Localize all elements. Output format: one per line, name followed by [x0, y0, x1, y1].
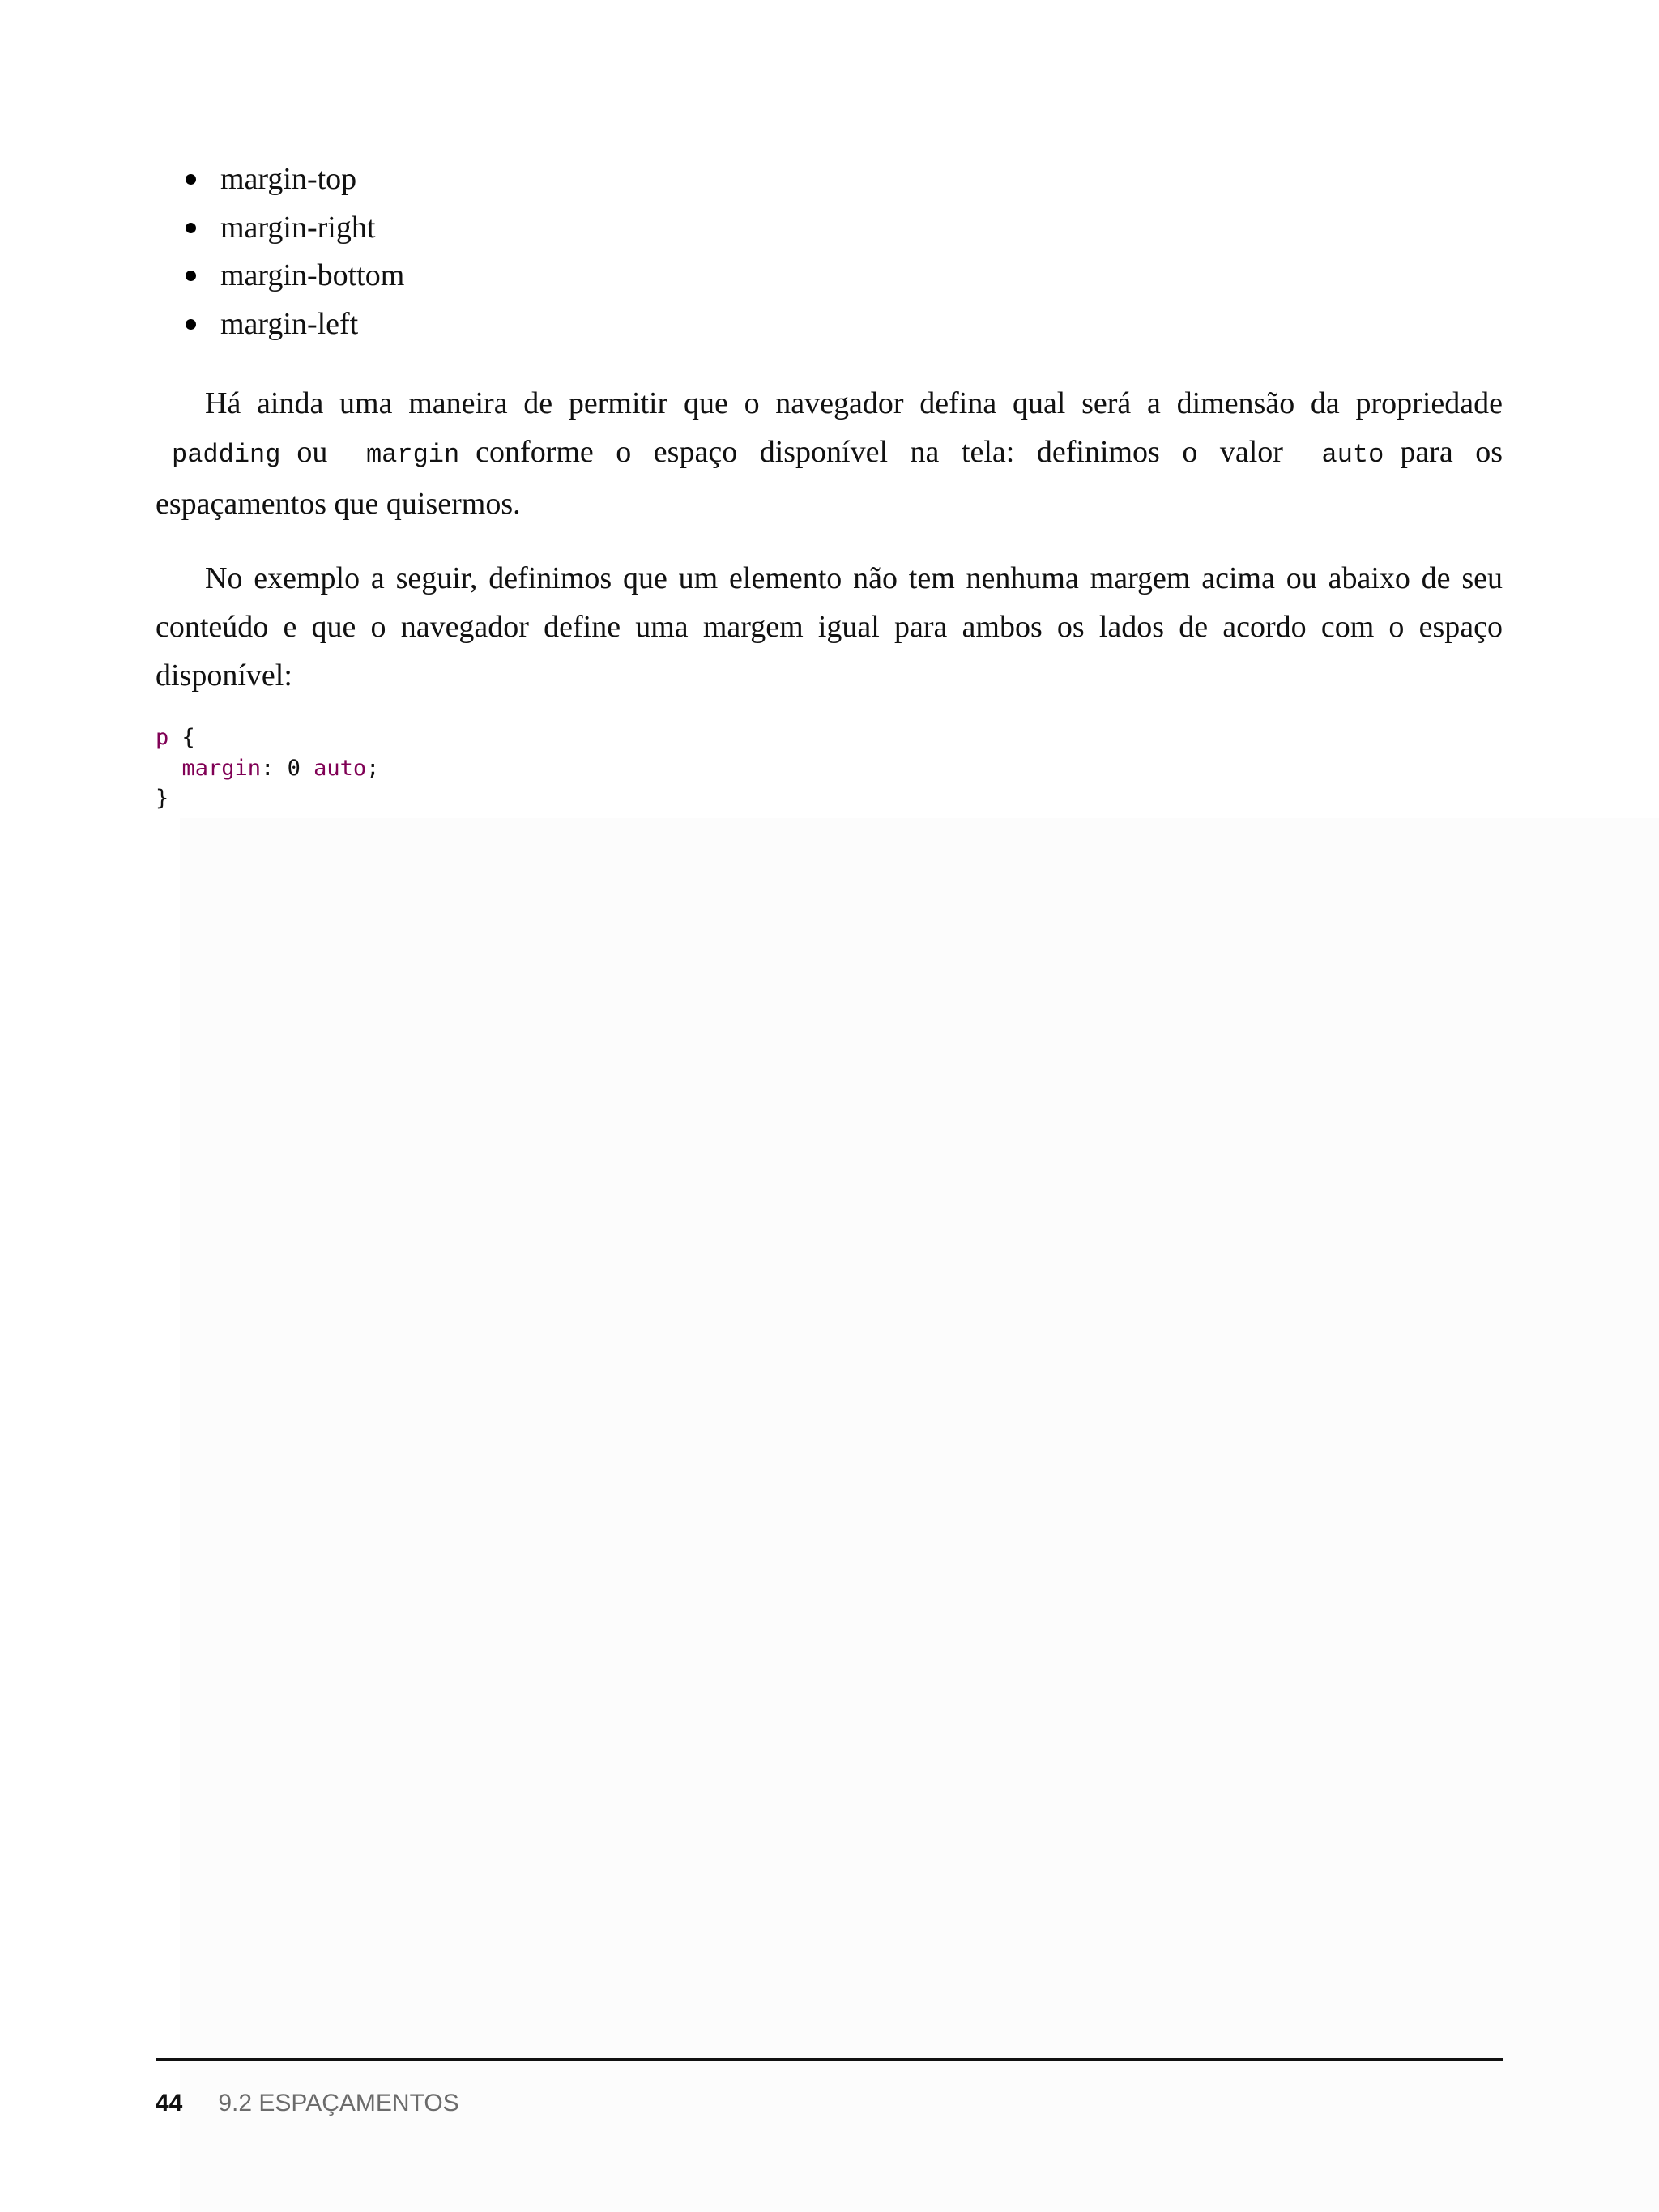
margin-properties-list [156, 159, 404, 352]
code-selector: p [156, 725, 169, 750]
code-punct: { [168, 725, 195, 750]
bullet-icon [186, 223, 196, 233]
code-punct: } [156, 786, 169, 811]
code-punct: : 0 [261, 755, 314, 781]
page-background-tint [180, 818, 1659, 2212]
list-item [156, 304, 404, 352]
list-item-label: margin-top [220, 162, 357, 196]
code-block [156, 722, 379, 814]
list-item [156, 255, 404, 304]
section-title: 9.2 ESPAÇAMENTOS [218, 2090, 459, 2116]
list-item-label: margin-left [220, 306, 359, 341]
code-property: margin [181, 755, 262, 781]
inline-code-margin: margin [365, 440, 460, 470]
page-number: 44 [156, 2090, 183, 2116]
page-footer [156, 2090, 459, 2117]
bullet-icon [186, 271, 196, 281]
paragraph-text: Há ainda uma maneira de permitir que o navegador defina qual será a dimensão da propriedade [205, 386, 1503, 420]
paragraph-text: para os espaçamentos que quisermos. [156, 435, 1503, 521]
paragraph-text: ou [296, 435, 328, 469]
inline-code-auto: auto [1321, 440, 1384, 470]
code-punct: ; [366, 755, 380, 781]
paragraph-auto-spacing [156, 379, 1503, 528]
footer-divider [156, 2058, 1503, 2061]
code-value: auto [313, 755, 367, 781]
inline-code-padding: padding [172, 440, 281, 470]
paragraph-example-intro: No exemplo a seguir, definimos que um elemento não tem nenhuma margem acima ou abaixo de seu conteúdo e que o navegador define uma margem igual para ambos os lados de acordo com o espaço disponível: [156, 561, 1503, 693]
bullet-icon [186, 319, 196, 330]
bullet-icon [186, 174, 196, 185]
list-item-label: margin-right [220, 210, 376, 245]
list-item [156, 159, 404, 207]
list-item [156, 207, 404, 256]
list-item-label: margin-bottom [220, 258, 405, 292]
paragraph-text: conforme o espaço disponível na tela: definimos o valor [476, 435, 1283, 469]
